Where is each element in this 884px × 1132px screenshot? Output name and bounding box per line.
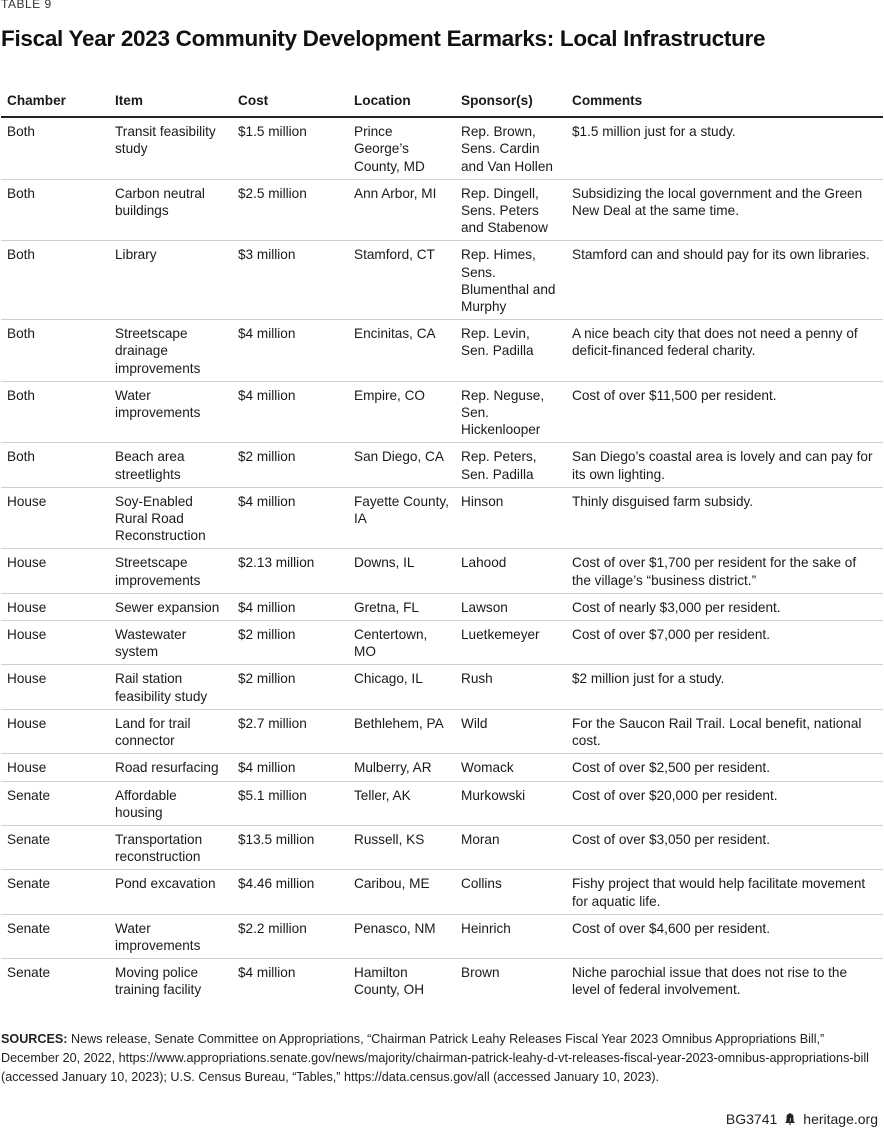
column-header-item: Item: [109, 83, 232, 117]
cell-comments: Cost of over $11,500 per resident.: [566, 381, 883, 443]
table-row: [1, 825, 883, 869]
cell-sponsors: Rep. Levin, Sen. Padilla: [455, 320, 566, 382]
cell-sponsors: Murkowski: [455, 781, 566, 825]
column-header-comments: Comments: [566, 83, 883, 117]
sources-label: SOURCES:: [1, 1032, 68, 1046]
cell-comments: Cost of over $4,600 per resident.: [566, 914, 883, 958]
table-header-row: [1, 83, 883, 117]
cell-cost: $4 million: [238, 965, 296, 981]
column-header-chamber: Chamber: [1, 83, 109, 117]
sources-text: News release, Senate Committee on Appropriations, “Chairman Patrick Leahy Releases Fiscal Year 2023 Omnibus Appropriations Bill,” December 20, 2022, https://www.appropriations.senate.gov/news/majority/chairman-patrick-leahy-d-vt-releases-fiscal-year-2023-omnibus-appropriations-bill (accessed January 10, 2023); U.S. Census Bureau, “Tables,” https://data.census.gov/all (accessed January 10, 2023).: [1, 1032, 869, 1084]
table-label: TABLE 9: [1, 0, 52, 11]
earmarks-table: [1, 83, 883, 1003]
table-row: [1, 959, 883, 1003]
cell-chamber: House: [1, 487, 109, 549]
cell-sponsors: Collins: [455, 870, 566, 914]
cell-item: Pond excavation: [109, 870, 232, 914]
cell-comments: Niche parochial issue that does not rise to the level of federal involvement.: [572, 965, 848, 998]
column-header-location: Location: [348, 83, 455, 117]
cell-item: Streetscape improvements: [109, 549, 232, 593]
cell-chamber: Both: [1, 320, 109, 382]
cell-comments: $1.5 million just for a study.: [566, 117, 883, 179]
cell-location: Chicago, IL: [348, 665, 455, 709]
table-row: [1, 117, 883, 179]
cell-comments: Subsidizing the local government and the Green New Deal at the same time.: [566, 179, 883, 241]
cell-cost: $2 million: [232, 621, 348, 665]
cell-sponsors: Womack: [455, 754, 566, 781]
cell-item: Streetscape drainage improvements: [109, 320, 232, 382]
table-row: [1, 487, 883, 549]
cell-comments: Stamford can and should pay for its own libraries.: [566, 241, 883, 320]
cell-sponsors: Lawson: [455, 593, 566, 620]
cell-sponsors: Luetkemeyer: [455, 621, 566, 665]
cell-location: Mulberry, AR: [348, 754, 455, 781]
cell-cost: $2.13 million: [232, 549, 348, 593]
cell-chamber: House: [1, 754, 109, 781]
cell-comments: Cost of over $2,500 per resident.: [566, 754, 883, 781]
cell-comments: Fishy project that would help facilitate movement for aquatic life.: [566, 870, 883, 914]
table-row: [1, 870, 883, 914]
cell-location: Penasco, NM: [348, 914, 455, 958]
cell-chamber: Both: [1, 381, 109, 443]
table-row: [1, 665, 883, 709]
cell-sponsors: Brown: [461, 965, 500, 981]
cell-item: Transportation reconstruction: [109, 825, 232, 869]
cell-location: San Diego, CA: [348, 443, 455, 487]
cell-cost: $2.7 million: [232, 709, 348, 753]
table-row: [1, 549, 883, 593]
cell-chamber: House: [1, 709, 109, 753]
cell-sponsors: Rep. Himes, Sens. Blumenthal and Murphy: [455, 241, 566, 320]
cell-chamber: Both: [1, 179, 109, 241]
cell-sponsors: Rep. Neguse, Sen. Hickenlooper: [455, 381, 566, 443]
cell-cost: $2.2 million: [232, 914, 348, 958]
table-row: [1, 781, 883, 825]
cell-chamber: Both: [1, 117, 109, 179]
cell-cost: $5.1 million: [232, 781, 348, 825]
cell-location: Hamilton County, OH: [354, 965, 425, 998]
cell-chamber: House: [1, 593, 109, 620]
cell-item: Soy-Enabled Rural Road Reconstruction: [109, 487, 232, 549]
cell-cost: $4 million: [232, 381, 348, 443]
liberty-bell-icon: [783, 1112, 797, 1126]
cell-comments: For the Saucon Rail Trail. Local benefit, national cost.: [566, 709, 883, 753]
table-row: [1, 914, 883, 958]
table-row: [1, 241, 883, 320]
cell-location: Russell, KS: [348, 825, 455, 869]
cell-sponsors: Rep. Peters, Sen. Padilla: [455, 443, 566, 487]
table-body: [1, 117, 883, 1002]
cell-chamber: Senate: [7, 965, 51, 981]
site-name: heritage.org: [803, 1111, 878, 1127]
cell-item: Land for trail connector: [109, 709, 232, 753]
cell-cost: $4 million: [232, 320, 348, 382]
table-row: [1, 593, 883, 620]
cell-cost: $4 million: [232, 487, 348, 549]
cell-chamber: House: [1, 665, 109, 709]
page-title: Fiscal Year 2023 Community Development Earmarks: Local Infrastructure: [1, 26, 766, 51]
cell-comments: $2 million just for a study.: [566, 665, 883, 709]
cell-sponsors: Rep. Dingell, Sens. Peters and Stabenow: [455, 179, 566, 241]
cell-sponsors: Rep. Brown, Sens. Cardin and Van Hollen: [455, 117, 566, 179]
cell-chamber: Both: [1, 241, 109, 320]
cell-comments: Cost of over $1,700 per resident for the sake of the village’s “business district.”: [566, 549, 883, 593]
cell-cost: $1.5 million: [232, 117, 348, 179]
cell-item: Carbon neutral buildings: [109, 179, 232, 241]
cell-chamber: Senate: [1, 870, 109, 914]
cell-item: Transit feasibility study: [109, 117, 232, 179]
footer: [726, 1111, 878, 1127]
cell-cost: $2 million: [232, 443, 348, 487]
cell-location: Prince George’s County, MD: [348, 117, 455, 179]
cell-sponsors: Rush: [455, 665, 566, 709]
cell-chamber: Senate: [1, 914, 109, 958]
cell-location: Caribou, ME: [348, 870, 455, 914]
cell-item: Moving police training facility: [115, 965, 202, 998]
cell-cost: $4.46 million: [232, 870, 348, 914]
cell-cost: $4 million: [232, 593, 348, 620]
cell-location: Stamford, CT: [348, 241, 455, 320]
cell-sponsors: Hinson: [455, 487, 566, 549]
cell-location: Fayette County, IA: [348, 487, 455, 549]
cell-item: Wastewater system: [109, 621, 232, 665]
cell-item: Water improvements: [109, 381, 232, 443]
cell-location: Downs, IL: [348, 549, 455, 593]
cell-chamber: House: [1, 549, 109, 593]
table-row: [1, 381, 883, 443]
cell-sponsors: Wild: [455, 709, 566, 753]
sources-note: [1, 1030, 881, 1087]
table-row: [1, 443, 883, 487]
table-row: [1, 709, 883, 753]
column-header-sponsors: Sponsor(s): [455, 83, 566, 117]
cell-location: Centertown, MO: [348, 621, 455, 665]
cell-location: Empire, CO: [348, 381, 455, 443]
cell-location: Bethlehem, PA: [348, 709, 455, 753]
table-row: [1, 754, 883, 781]
table-row: [1, 179, 883, 241]
cell-comments: Thinly disguised farm subsidy.: [566, 487, 883, 549]
cell-sponsors: Moran: [455, 825, 566, 869]
cell-location: Gretna, FL: [348, 593, 455, 620]
cell-item: Rail station feasibility study: [109, 665, 232, 709]
cell-item: Beach area streetlights: [109, 443, 232, 487]
cell-cost: $2 million: [232, 665, 348, 709]
cell-cost: $13.5 million: [232, 825, 348, 869]
table-row: [1, 621, 883, 665]
cell-location: Teller, AK: [348, 781, 455, 825]
report-code: BG3741: [725, 1111, 778, 1127]
cell-comments: Cost of over $7,000 per resident.: [566, 621, 883, 665]
cell-sponsors: Heinrich: [455, 914, 566, 958]
column-header-cost: Cost: [232, 83, 348, 117]
cell-comments: A nice beach city that does not need a penny of deficit-financed federal charity.: [566, 320, 883, 382]
cell-comments: Cost of nearly $3,000 per resident.: [566, 593, 883, 620]
cell-chamber: Senate: [1, 825, 109, 869]
cell-chamber: Both: [1, 443, 109, 487]
cell-location: Ann Arbor, MI: [348, 179, 455, 241]
cell-comments: San Diego’s coastal area is lovely and can pay for its own lighting.: [566, 443, 883, 487]
table-row: [1, 320, 883, 382]
cell-item: Library: [109, 241, 232, 320]
cell-item: Sewer expansion: [109, 593, 232, 620]
cell-item: Affordable housing: [109, 781, 232, 825]
cell-location: Encinitas, CA: [348, 320, 455, 382]
cell-chamber: Senate: [1, 781, 109, 825]
cell-comments: Cost of over $3,050 per resident.: [566, 825, 883, 869]
cell-comments: Cost of over $20,000 per resident.: [566, 781, 883, 825]
cell-item: Road resurfacing: [109, 754, 232, 781]
cell-sponsors: Lahood: [455, 549, 566, 593]
cell-cost: $4 million: [232, 754, 348, 781]
cell-item: Water improvements: [109, 914, 232, 958]
cell-cost: $3 million: [232, 241, 348, 320]
cell-cost: $2.5 million: [232, 179, 348, 241]
cell-chamber: House: [1, 621, 109, 665]
